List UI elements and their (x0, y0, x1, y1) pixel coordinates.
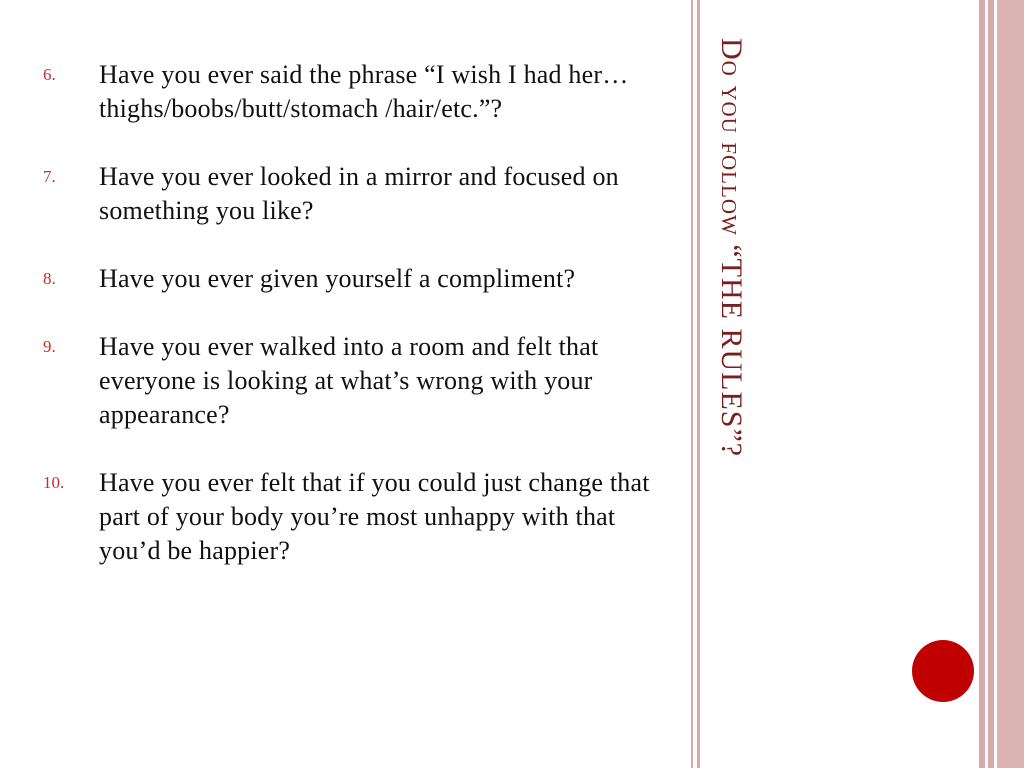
decorative-stripe (997, 0, 1024, 768)
decorative-stripe (697, 0, 700, 768)
item-number: 7. (43, 167, 56, 186)
slide-title: Do you follow “THE RULES”? (715, 38, 748, 458)
decorative-stripe (979, 0, 985, 768)
item-text: Have you ever felt that if you could just change that part of your body you’re most unhappy with that you’d be happier? (99, 468, 650, 565)
item-text: Have you ever given yourself a compliment? (99, 264, 576, 293)
list-item (40, 466, 680, 568)
list-item (40, 330, 680, 432)
list-item (40, 58, 680, 126)
item-number: 9. (43, 337, 56, 356)
decorative-stripe (691, 0, 693, 768)
question-list (40, 58, 680, 602)
item-number: 10. (43, 473, 65, 492)
item-number: 8. (43, 269, 56, 288)
item-text: Have you ever looked in a mirror and focused on something you like? (99, 162, 619, 225)
decorative-stripe (988, 0, 994, 768)
item-text: Have you ever said the phrase “I wish I had her…thighs/boobs/butt/stomach /hair/etc.”? (99, 60, 629, 123)
decorative-circle (912, 640, 974, 702)
list-item (40, 160, 680, 228)
item-text: Have you ever walked into a room and felt that everyone is looking at what’s wrong with your appearance? (99, 332, 599, 429)
list-item (40, 262, 680, 296)
item-number: 6. (43, 65, 56, 84)
